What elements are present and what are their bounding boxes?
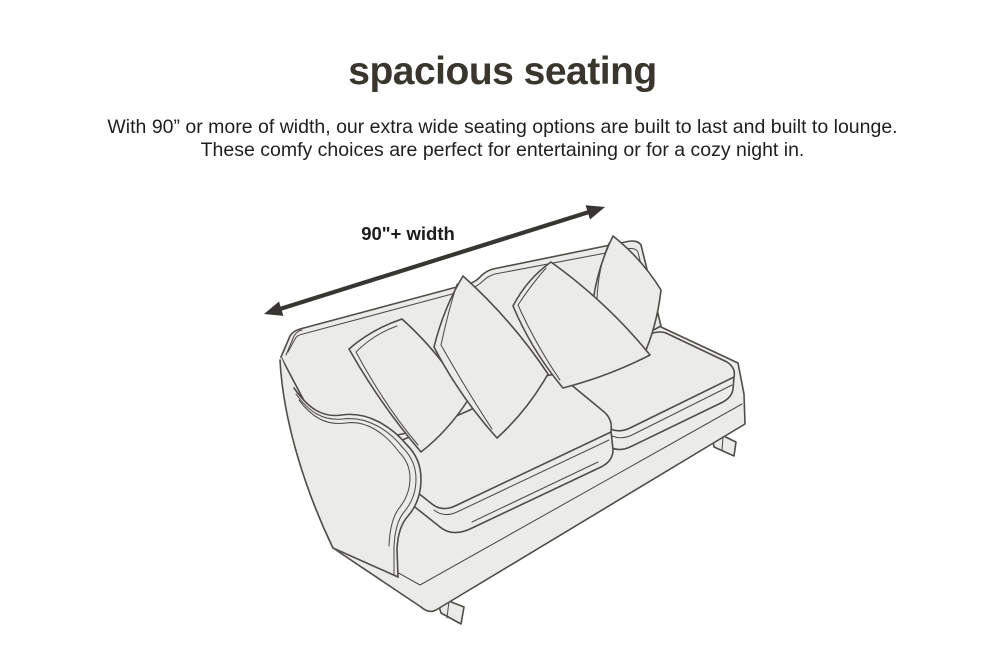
dimension-label: 90"+ width: [361, 223, 455, 244]
sofa-illustration: [280, 236, 745, 624]
description-line-2: These comfy choices are perfect for entertaining or for a cozy night in.: [200, 139, 805, 161]
page-title: spacious seating: [348, 50, 657, 93]
arrowhead-right: [586, 205, 605, 219]
description-line-1: With 90” or more of width, our extra wide seating options are built to last and built to lounge.: [107, 116, 898, 138]
arrowhead-left: [264, 302, 283, 316]
